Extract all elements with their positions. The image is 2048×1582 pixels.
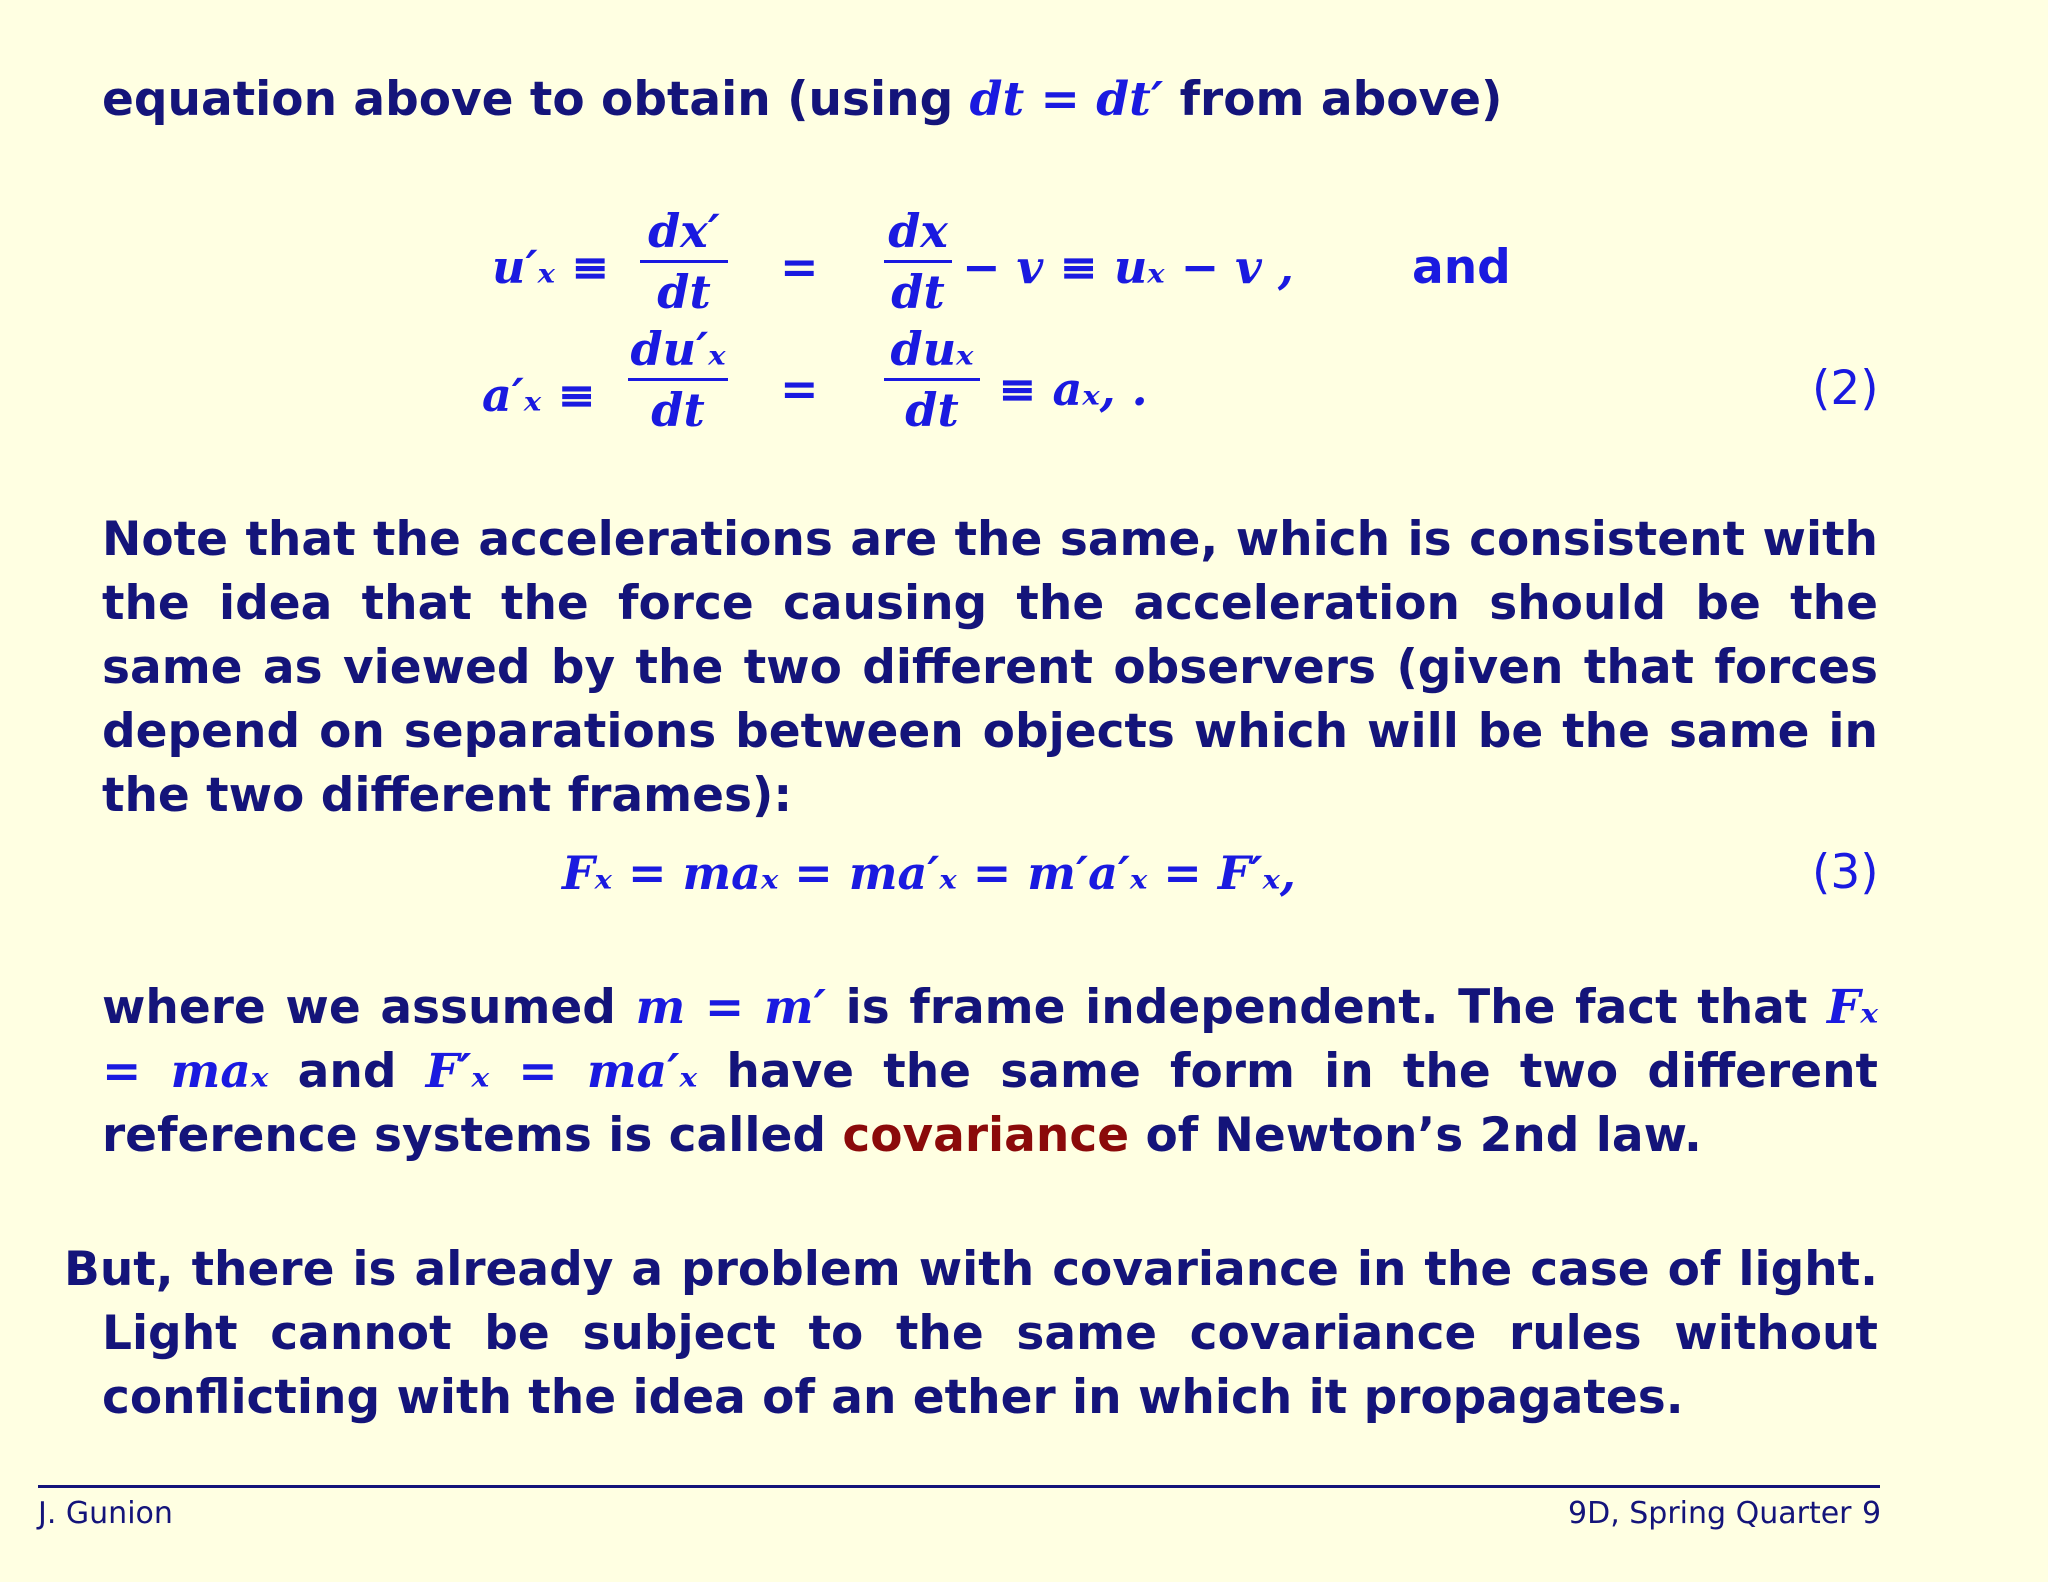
- fraction-bar: [640, 260, 728, 263]
- fraction-bar: [628, 378, 728, 381]
- intro-text-before: equation above to obtain (using: [102, 72, 970, 127]
- eq2-row2-rest: ≡ aₓ, .: [998, 362, 1148, 416]
- eq2-row1-lhs: u′ₓ ≡: [492, 240, 610, 294]
- equation-number-2: (2): [1812, 361, 1879, 416]
- where-paragraph: [102, 976, 1878, 1168]
- eq2-row1-equals: =: [780, 240, 819, 294]
- eq2-row2-frac2-den: dt: [905, 383, 959, 437]
- equation-number-3: (3): [1812, 845, 1879, 900]
- eq2-row1-frac1: [640, 204, 728, 319]
- where-text-1: where we assumed: [102, 980, 636, 1035]
- footer-author: J. Gunion: [38, 1496, 173, 1531]
- eq2-row1-frac2-num: dx: [888, 204, 948, 258]
- fraction-bar: [884, 260, 952, 263]
- eq2-row2-frac1-num: du′ₓ: [630, 322, 726, 376]
- where-math-2: Fₓ = maₓ: [102, 980, 1878, 1099]
- covariance-highlight: covariance: [842, 1108, 1130, 1163]
- but-paragraph: But, there is already a problem with covariance in the case of light. Light cannot be subject to the same covariance rules without conflicting with the idea of an ether in which it propagates.: [64, 1242, 1878, 1425]
- eq2-and: and: [1412, 240, 1511, 295]
- fraction-bar: [884, 378, 980, 381]
- intro-text-after: from above): [1163, 72, 1503, 127]
- footer-course: 9D, Spring Quarter: [1568, 1496, 1852, 1531]
- eq2-row2-frac1: [628, 322, 728, 437]
- eq2-row1-frac1-den: dt: [657, 265, 711, 319]
- eq2-row2-frac1-den: dt: [651, 383, 705, 437]
- equation-3: Fₓ = maₓ = ma′ₓ = m′a′ₓ = F′ₓ,: [562, 846, 1296, 900]
- intro-line: [102, 68, 1503, 132]
- where-text-2: is frame independent. The fact that: [826, 980, 1827, 1035]
- footer-divider: [38, 1485, 1880, 1488]
- eq2-row2-frac2: [884, 322, 980, 437]
- where-math-3: F′ₓ = ma′ₓ: [425, 1044, 698, 1099]
- eq2-row1-frac1-num: dx′: [648, 204, 720, 258]
- where-text-4: have the same form in the two different reference systems is called: [102, 1044, 1879, 1163]
- eq2-row2-equals: =: [780, 362, 819, 416]
- where-math-1: m = m′: [635, 980, 827, 1035]
- intro-math: dt = dt′: [969, 72, 1164, 127]
- footer-page-number: 9: [1862, 1496, 1882, 1531]
- eq2-row2-lhs: a′ₓ ≡: [482, 368, 596, 422]
- where-text-3: and: [268, 1044, 426, 1099]
- eq2-row1-frac2: [884, 204, 952, 319]
- eq2-row1-rest: − v ≡ uₓ − v ,: [962, 240, 1294, 294]
- eq2-row2-frac2-num: duₓ: [890, 322, 974, 376]
- eq2-row1-frac2-den: dt: [891, 265, 945, 319]
- note-paragraph: Note that the accelerations are the same, which is consistent with the idea that the force causing the acceleration should be the same as viewed by the two different observers (given that forces depend on separations between objects which will be the same in the two different frames):: [102, 512, 1878, 823]
- where-text-5: of Newton’s 2nd law.: [1129, 1108, 1702, 1163]
